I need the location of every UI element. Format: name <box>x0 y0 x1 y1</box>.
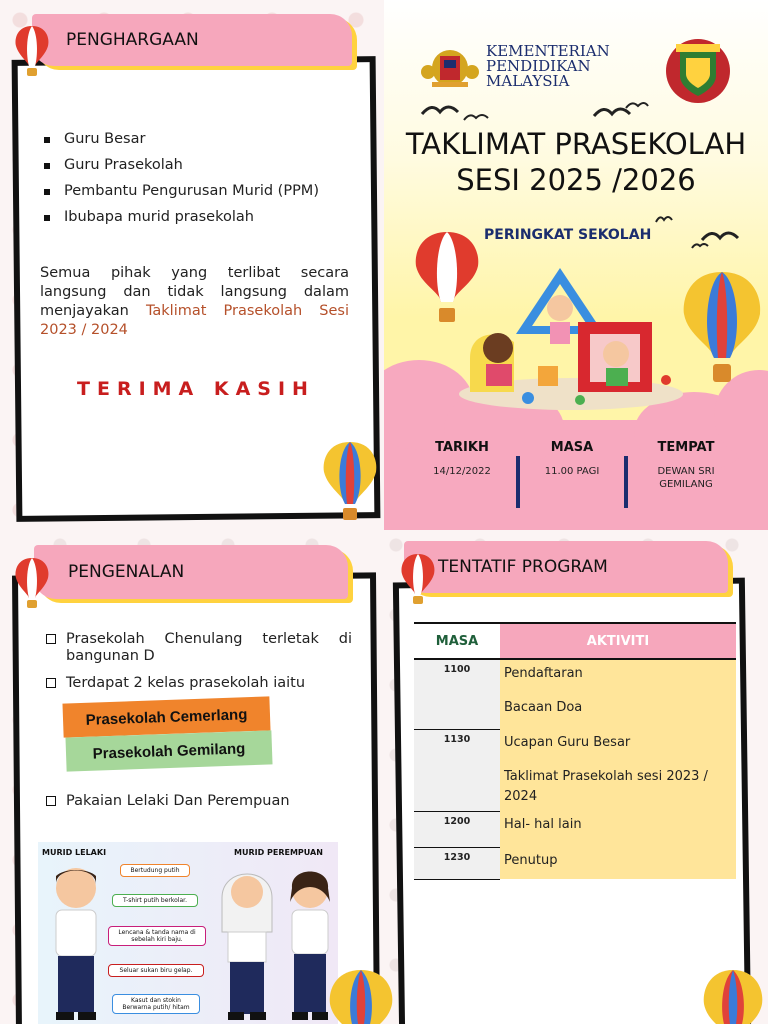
appreciation-tag-label: PENGHARGAAN <box>66 30 199 50</box>
school-crest-icon <box>664 36 732 106</box>
list-item: Ibubapa murid prasekolah <box>42 209 352 225</box>
ministry-crest-icon <box>420 42 480 90</box>
activity-item: Hal- hal lain <box>504 817 582 832</box>
ministry-line: PENDIDIKAN <box>486 57 591 75</box>
row-activities <box>500 659 736 729</box>
appreciation-list <box>42 131 352 235</box>
schedule-tag <box>404 541 728 593</box>
column-header-activity: AKTIVITI <box>500 623 736 659</box>
table-row <box>414 659 736 729</box>
birds-icon <box>418 94 498 128</box>
row-activities <box>500 729 736 811</box>
row-time: 1100 <box>414 659 500 729</box>
activity-item: Bacaan Doa <box>504 700 583 715</box>
date-label: TARIKH <box>435 440 489 455</box>
uniform-note: Seluar sukan biru gelap. <box>108 964 204 977</box>
uniform-note: Lencana & tanda nama di sebelah kiri baju. <box>108 926 206 946</box>
table-row <box>414 729 736 811</box>
list-item: Pembantu Pengurusan Murid (PPM) <box>42 183 352 199</box>
title-line: TAKLIMAT PRASEKOLAH <box>405 127 747 161</box>
activity-item: Pendaftaran <box>504 666 583 681</box>
ministry-line: KEMENTERIAN <box>486 42 610 60</box>
appreciation-tag <box>32 14 352 66</box>
uniform-note: Kasut dan stokin Berwarna putih/ hitam <box>112 994 200 1014</box>
intro-tag <box>34 545 348 599</box>
intro-list <box>44 631 352 702</box>
birds-icon <box>590 96 650 130</box>
ministry-line: MALAYSIA <box>486 72 570 90</box>
venue-label: TEMPAT <box>657 440 715 455</box>
table-header-row <box>414 623 736 659</box>
table-row <box>414 847 736 879</box>
row-activities <box>500 847 736 879</box>
appreciation-paragraph-highlight: Taklimat Prasekolah Sesi 2023 / 2024 <box>40 303 349 338</box>
ministry-name <box>486 44 610 89</box>
cover-panel <box>384 0 768 530</box>
uniform-note: T-shirt putih berkolar. <box>112 894 198 907</box>
list-item: Prasekolah Chenulang terletak di bangunan D <box>44 631 352 665</box>
list-item: Guru Prasekolah <box>42 157 352 173</box>
balloon-icon <box>680 270 764 388</box>
title-line: SESI 2025 /2026 <box>456 163 696 197</box>
column-header-time: MASA <box>414 623 500 659</box>
balloon-icon <box>326 968 396 1024</box>
birds-icon <box>652 206 742 254</box>
female-student-figure <box>218 862 276 1024</box>
list-item: Guru Besar <box>42 131 352 147</box>
balloon-icon <box>12 556 52 610</box>
female-label: MURID PEREMPUAN <box>234 848 323 857</box>
time-value: 11.00 PAGI <box>544 466 600 477</box>
uniform-list <box>44 793 344 819</box>
date-value: 14/12/2022 <box>433 466 491 477</box>
uniform-infographic <box>38 842 338 1024</box>
event-level: PERINGKAT SEKOLAH <box>484 227 652 243</box>
intro-tag-label: PENGENALAN <box>68 562 185 582</box>
row-time: 1230 <box>414 847 500 879</box>
balloon-icon <box>700 968 766 1024</box>
list-item: Pakaian Lelaki Dan Perempuan <box>44 793 344 809</box>
time-label: MASA <box>550 440 594 455</box>
schedule-table <box>414 622 736 880</box>
row-activities <box>500 811 736 847</box>
balloon-icon <box>320 440 380 524</box>
event-title <box>384 126 768 198</box>
time-block <box>532 440 612 478</box>
appreciation-paragraph-text: Semua pihak yang terlibat secara langsung dan tidak langsung dalam menjayakan <box>40 265 349 319</box>
uniform-note: Bertudung putih <box>120 864 190 877</box>
appreciation-paragraph <box>40 264 349 340</box>
male-student-figure <box>44 862 108 1024</box>
divider <box>516 456 520 508</box>
list-item: Terdapat 2 kelas prasekolah iaitu <box>44 675 352 692</box>
thanks-text: TERIMA KASIH <box>77 378 315 400</box>
activity-item: Ucapan Guru Besar <box>504 735 631 750</box>
row-time: 1130 <box>414 729 500 811</box>
class-ribbon-gemilang: Prasekolah Gemilang <box>65 730 272 771</box>
row-time: 1200 <box>414 811 500 847</box>
balloon-icon <box>398 552 438 606</box>
table-row <box>414 811 736 847</box>
children-playing-illustration <box>456 262 686 412</box>
divider <box>624 456 628 508</box>
schedule-tag-label: TENTATIF PROGRAM <box>438 557 608 577</box>
venue-block <box>646 440 726 491</box>
male-label: MURID LELAKI <box>42 848 107 857</box>
date-block <box>414 440 510 478</box>
venue-value: DEWAN SRI GEMILANG <box>657 466 715 490</box>
balloon-icon <box>12 24 52 78</box>
activity-item: Taklimat Prasekolah sesi 2023 / 2024 <box>504 769 708 804</box>
class-ribbon-cemerlang: Prasekolah Cemerlang <box>62 696 270 737</box>
activity-item: Penutup <box>504 853 558 868</box>
